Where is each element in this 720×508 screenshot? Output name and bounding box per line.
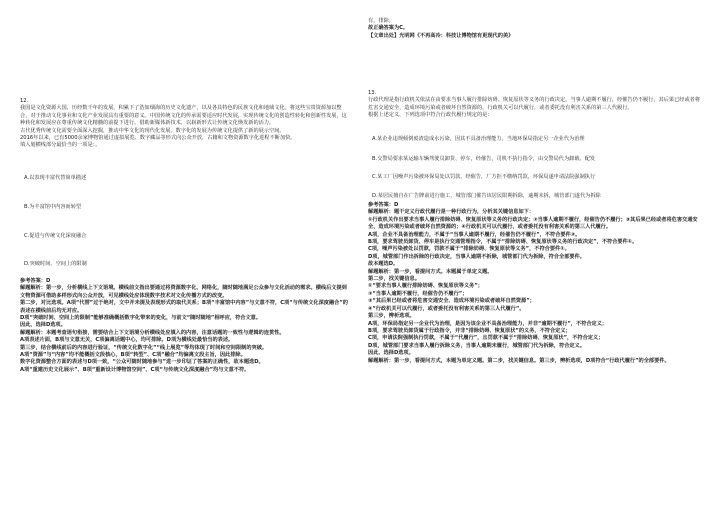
analysis-line: 第二步，对比选项。A项“代替”过于绝对，文中并未提及表现形式的取代关系；B项“丰富馆中内容”与文意不符，C项“与传统文化深度融合”的表述在横线前后均无对应。 xyxy=(20,300,348,314)
analysis-line: 解题解析：题干定义行政代履行是一种行政行为，分析其关键信息如下： xyxy=(368,209,535,216)
analysis-line: 故本题选D。 xyxy=(368,261,399,268)
option-a: A.以表现丰富代替简单描述 xyxy=(24,175,87,181)
question-stem-line: 2016年以来，已有5000余家博物馆通过虚拟展览、数字藏品等形式向公众开放，古籍和文物资源数字化进程不断加快。 xyxy=(20,135,296,142)
analysis-line: 解题解析：第一步，看提问方式。本题属于单定义题。 xyxy=(368,268,493,275)
analysis-line: 因此，选择D选项。 xyxy=(368,350,414,357)
analysis-line: A项，企业不具备治理能力，不属于“当事人逾期不履行，经催告仍不履行”，不符合要件②。 xyxy=(368,231,581,238)
analysis-line: C项，噪声污染被处以罚款，罚款不属于“排除妨碍、恢复原状等义务”，不符合要件①。 xyxy=(368,246,570,253)
analysis-line: ③“其后果已经或者将危害交通安全、造成环境污染或者破坏自然资源”； xyxy=(368,298,535,305)
analysis-line: D项，城管部门要求当事人履行拆除义务，当事人逾期未履行，城管部门代为拆除，符合定义。 xyxy=(368,342,585,349)
question-stem-line: 古代优秀传统文化需要全面深入挖掘，推动中华文化的现代化发展。数字化的发展为传统文化提供了新的展示空间。 xyxy=(20,127,285,134)
option-d: D.某居民擅自在广告牌前进行施工，城管部门催告该居民限期拆除，逾期未拆，城管部门遂代为拆除 xyxy=(372,193,601,199)
analysis-line: ①“要求当事人履行排除妨碍、恢复原状等义务”； xyxy=(368,283,483,290)
question-stem-line: 根据上述定义，下列选项中符合行政代履行规定的是： xyxy=(368,112,493,119)
analysis-line: ①行政机关作出要求当事人履行排除妨碍、恢复原状等义务的行政决定；②当事人逾期不履行，经催告仍不履行；③其后果已经或者将危害交通安全、造成环境污染或者破坏自然资源的；④行政机关可以代履行，或者委托没有利害关系的第三人代履行。 xyxy=(368,216,698,231)
analysis-line: 解题解析：第一步，看提问方式，本题为单定义题。第二步，找关键信息。第三步，辨析选项，D项符合“行政代履行”的全部要件。 xyxy=(368,357,670,364)
tail-source: 【文章出处】光明网《不再高冷：科技让博物馆有更现代的美》 xyxy=(368,32,514,39)
question-stem-line: 种转化和发展应在尊重传统文化精髓的前提下进行。借助新媒体新技术，以崭新形式让传统文化焕发新的活力。 xyxy=(20,120,275,127)
analysis-line: ④“行政机关可以代履行，或者委托没有利害关系的第三人代履行”。 xyxy=(368,305,525,312)
analysis-line: 因此，选择D选项。 xyxy=(20,322,66,329)
option-c: C.促进与传统文化深度融合 xyxy=(24,233,87,239)
analysis-line: B项，要求驾驶员卸货属于行政指令，并非“排除妨碍、恢复原状”的义务，不符合定义； xyxy=(368,327,571,334)
analysis-line: 解题解析：本题考查语句衔接，需要结合上下文语境分析横线处应填入的内容，注意话题的一致性与逻辑的连贯性。 xyxy=(20,329,285,336)
analysis-line: A项“重建历史文化展示”、B项“重新设计博物馆空间”、C项“与传统文化深度融合”均与文意不符。 xyxy=(20,366,250,373)
analysis-line: 第二步，找关键信息。 xyxy=(368,276,420,283)
option-b: B.交警局要求某运输车辆驾驶员卸货、停车，经催告，司机不执行指令，由交警局代为卸载、配发 xyxy=(372,156,596,162)
question-stem-line: 我国是文化资源大国，历经数千年的发展，积累下了浩如烟海的历史文化遗产，以及各具特色的民族文化和地域文化。将这些宝贵资源加以整合，对于推动文化事业和文化产业发展具有重要的意义。中国传统文化的传承需要适应时代发展，实现传统文化的创造性转化和创新性发展，这 xyxy=(20,105,347,119)
answer-line: 参考答案：D xyxy=(20,278,51,284)
analysis-line: 第三步，结合横线前后的内容进行验证，“传统文化数字化”“线上展览”等均体现了时间和空间限制的突破。 xyxy=(20,344,268,351)
analysis-line: 解题解析：第一步，分析横线上下文语境。横线前文指出要通过将资源数字化、网络化，随时随地满足公众参与文化活动的需求。横线后文提到文物资源可借助多样形式向公众开放，可见横线处应体现数字技术对文化传播方式的改变。 xyxy=(20,285,347,299)
analysis-line: ②“当事人逾期不履行，经催告仍不履行”； xyxy=(368,290,468,297)
option-c: C.某工厂因噪声污染被环保局处以罚款，经催告，厂方拒不缴纳罚款，环保局遂申请法院强制执行 xyxy=(372,174,596,180)
question-number: 13. xyxy=(368,90,377,96)
analysis-line: D项“突破时间、空间上的限制”能够准确概括数字化带来的变化，与前文“随时随地”相呼应，符合文意。 xyxy=(20,315,262,322)
analysis-line: 第三步，辨析选项。 xyxy=(368,313,415,320)
tail-line: 有，排除。 xyxy=(368,18,394,24)
tail-answer: 故正确答案为C。 xyxy=(368,25,409,32)
analysis-line: A项表述片面，B项与文意无关，C项偏离话题中心，均可排除。D项为横线处最恰当的表述。 xyxy=(20,337,234,344)
analysis-line: 数字化资源整合方面的表述与D项一致，“公众可随时随地参与”进一步印证了答案的正确性，故本题选D。 xyxy=(20,359,264,366)
option-b: B.为丰富馆中内容而转型 xyxy=(24,204,82,210)
analysis-line: C项，申请法院强制执行罚款，不属于“代履行”，且罚款不属于“排除妨碍、恢复原状”，不符合定义； xyxy=(368,335,604,342)
question-stem-line: 填入划横线部分最恰当的一项是：。 xyxy=(20,142,101,149)
analysis-line: A项“资源”与“内容”均不能概括文段核心，B项“转型”、C项“融合”均偏离文段主旨，因此排除。 xyxy=(20,352,246,359)
question-number: 12. xyxy=(20,98,29,104)
question-stem-line: 行政代理是指行政机关依法在由要求当事人履行排除妨碍、恢复原状等义务的行政决定，当事人逾期不履行，经催告仍不履行，其后果已经或者将危害交通安全、造成环境污染或者破坏自然资源的，行政机关可以代履行，或者委托没有利害关系的第三人代履行。 xyxy=(368,97,701,111)
previous-question-tail xyxy=(368,18,700,40)
option-d: D.突破时间、空间上的限制 xyxy=(24,261,87,267)
analysis-line: B项，要求驾驶员卸货、停车是执行交通管理指令，不属于“排除妨碍、恢复原状等义务的行政决定”，不符合要件①。 xyxy=(368,239,638,246)
analysis-line: D项，城管部门作出拆除的行政决定，当事人逾期不拆除，城管部门代为拆除，符合全部要件。 xyxy=(368,253,585,260)
answer-line: 参考答案：D xyxy=(368,202,399,208)
option-a: A.某企业违规倾倒废渣造成水污染，因其不具备治理能力，当地环保局指定另一企业代为治理 xyxy=(372,136,585,142)
analysis-line: A项，环保局指定另一企业代为治理，是因为该企业不具备治理能力，并非“逾期不履行”，不符合定义； xyxy=(368,320,608,327)
